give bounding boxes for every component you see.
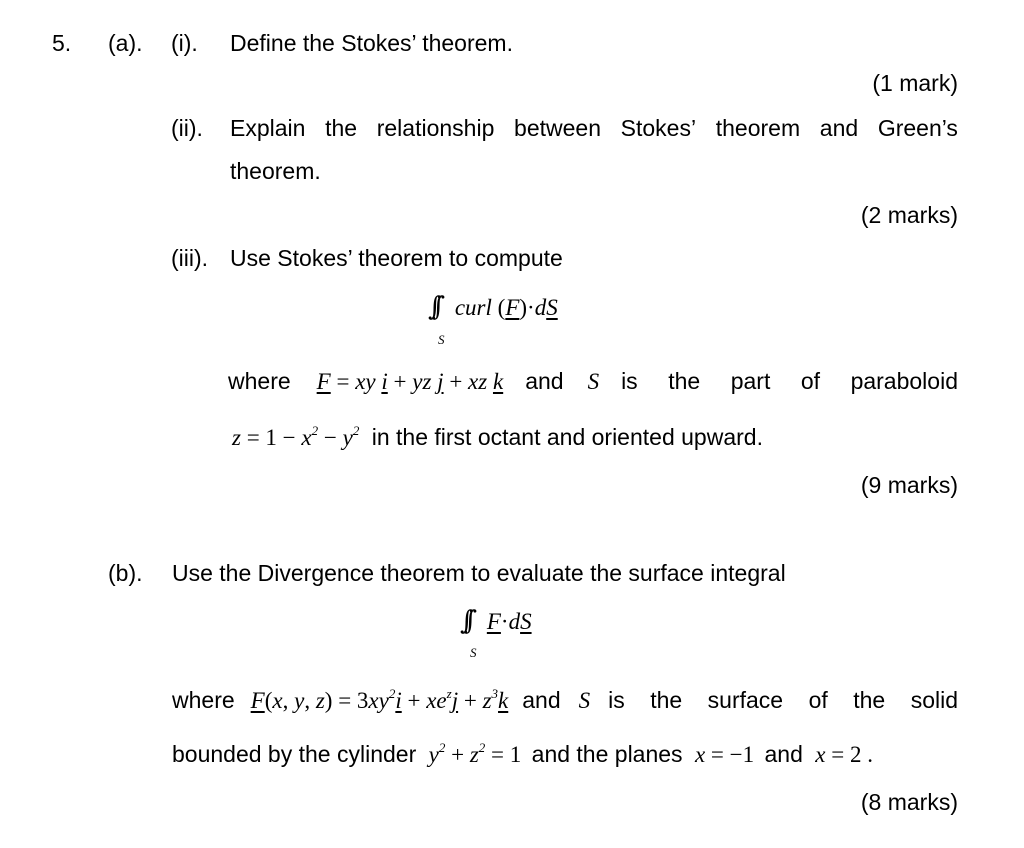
curl-integral: ∫∫ curl (F)·dS	[428, 292, 558, 322]
part-a-iii-marks: (9 marks)	[860, 472, 958, 498]
part-a-i-marks: (1 mark)	[872, 70, 958, 96]
vector-field-a: F = xy i + yz j + xz k	[316, 369, 504, 394]
question-number: 5.	[52, 30, 72, 56]
part-b-line2: bounded by the cylinder $y^2 + z^2 = 1$ and the planes x = −1 and x = 2 .	[172, 740, 873, 767]
part-a-i-text: Define the Stokes’ theorem.	[230, 30, 513, 56]
part-b-where-line: where F(x, y, $z) = 3xy^2i + xe^zj + z^3k$ and S is the surface of the solid	[172, 686, 958, 713]
plane-eq-2: x = 2 .	[815, 742, 873, 767]
integral-limit-s: S	[438, 332, 445, 347]
paraboloid-equation: $z = 1 - x^2 - y^2$	[232, 423, 360, 450]
part-a-ii-label: (ii).	[171, 115, 203, 141]
plane-eq-1: x = −1	[694, 742, 755, 767]
part-a-i-label: (i).	[171, 30, 198, 56]
part-a-label: (a).	[108, 30, 143, 56]
integral-limit-s-b: S	[470, 645, 477, 660]
part-a-iii-where-line: where F = xy i + yz j + xz k and S is the part of paraboloid	[228, 368, 958, 394]
part-a-ii-line1: Explain the relationship between Stokes’ theorem and Green’s	[230, 115, 958, 141]
part-b-marks: (8 marks)	[860, 789, 958, 815]
flux-integral: ∫∫ F·dS	[460, 606, 532, 636]
part-a-iii-line2: $z = 1 - x^2 - y^2$ in the first octant and oriented upward.	[232, 423, 763, 450]
part-a-ii-line2: theorem.	[230, 158, 321, 184]
part-b-text: Use the Divergence theorem to evaluate the surface integral	[172, 560, 786, 586]
part-b-label: (b).	[108, 560, 143, 586]
part-a-iii-text: Use Stokes’ theorem to compute	[230, 245, 563, 271]
part-a-ii-marks: (2 marks)	[860, 202, 958, 228]
vector-field-b: F(x, y, $z) = 3xy^2i + xe^zj + z^3k$	[250, 686, 509, 713]
cylinder-equation: $y^2 + z^2 = 1$	[428, 740, 522, 767]
part-a-iii-label: (iii).	[171, 245, 209, 271]
